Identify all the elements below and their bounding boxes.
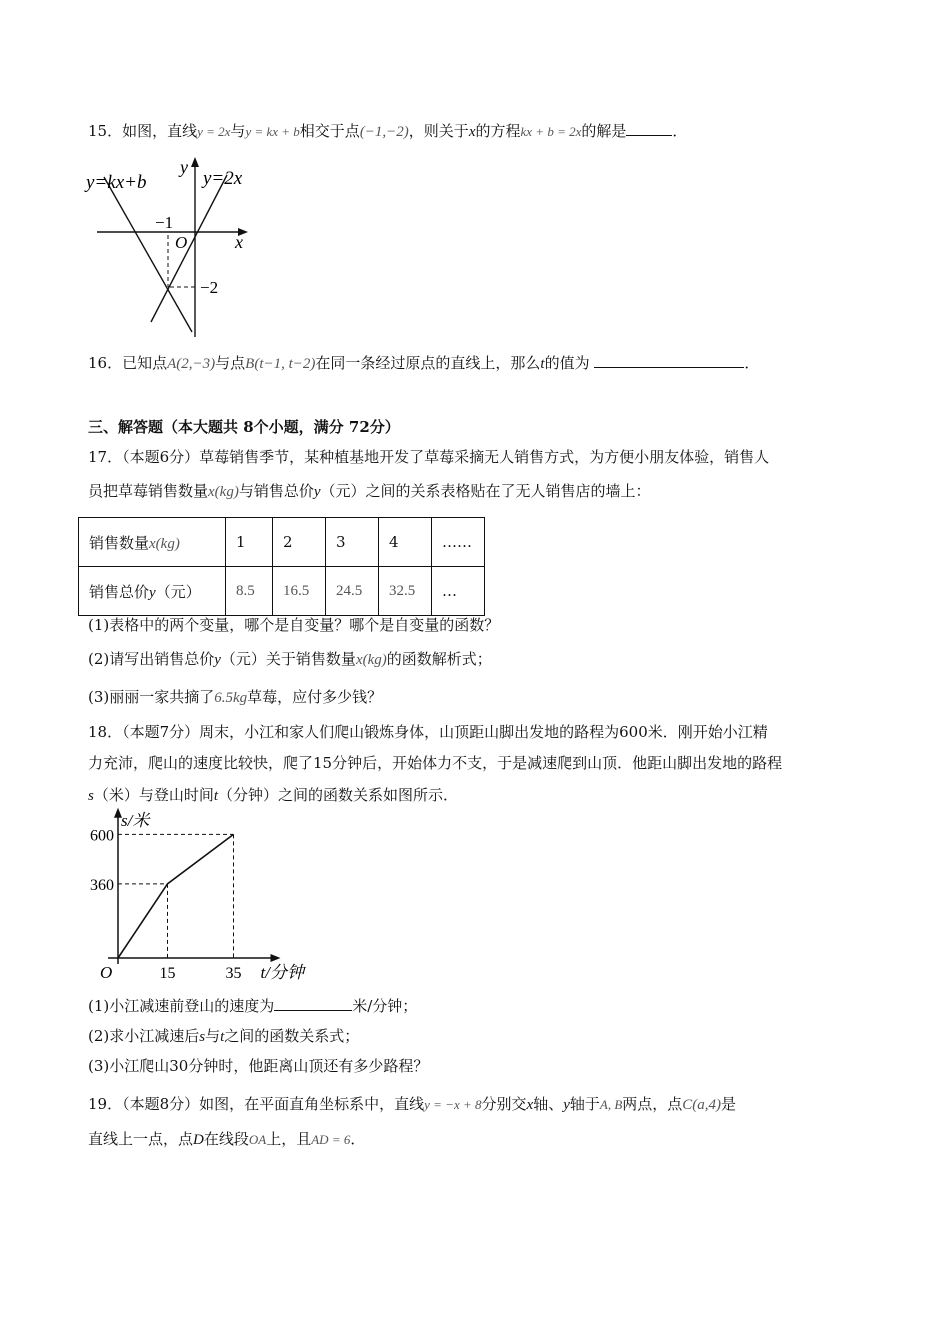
q15-graph — [82, 155, 262, 340]
q18-y-tick-600: 600 — [90, 827, 114, 845]
table-cell: 16.5 — [273, 567, 326, 616]
q18-part2: (2)求小江减速后s与t之间的函数关系式； — [88, 1027, 360, 1045]
q15-text: 15．如图，直线y = 2x与y = kx + b相交于点(−1,−2)，则关于x的方程kx + b = 2x的解是 ． — [88, 122, 688, 140]
q18-x-tick-15: 15 — [159, 965, 176, 982]
table-cell: 1 — [226, 518, 273, 567]
table-row-label: 销售总价y（元） — [79, 567, 226, 616]
q18-chart — [80, 810, 304, 985]
q17-part2: (2)请写出销售总价y（元）关于销售数量x(kg)的函数解析式； — [88, 650, 492, 668]
q15-line-kxb — [104, 177, 192, 332]
q18-line2: 力充沛，爬山的速度比较快，爬了15分钟后，开始体力不支，于是减速爬到山顶．他距山脚出发地的路程 — [88, 754, 783, 772]
table-row — [79, 518, 485, 567]
q15-origin-label: O — [175, 233, 188, 252]
q15-y-arrow — [191, 157, 199, 167]
q18-series-line — [118, 834, 234, 958]
q18-x-label: t/分钟 — [260, 963, 304, 982]
table-cell: 8.5 — [226, 567, 273, 616]
section-title: 三、解答题（本大题共 8个小题，满分 72分） — [88, 418, 400, 436]
q19-line1: 19．（本题8分）如图，在平面直角坐标系中，直线y = −x + 8分别交x轴、y轴于A, B两点，点C(a,4)是 — [88, 1095, 737, 1113]
q18-line1: 18．（本题7分）周末，小江和家人们爬山锻炼身体，山顶距山脚出发地的路程为600米．刚开始小江精 — [88, 723, 768, 741]
q16-answer-blank[interactable] — [594, 353, 744, 368]
table-cell: … — [432, 567, 485, 616]
q15-label-kxb: y=kx+b — [86, 172, 147, 193]
q17-line1: 17．（本题6分）草莓销售季节，某种植基地开发了草莓采摘无人销售方式，为方便小朋友体验，销售人 — [88, 448, 770, 466]
q18-x-arrow — [271, 954, 281, 962]
q15-tick-y: −2 — [200, 278, 219, 297]
q15-line-2x — [151, 175, 227, 322]
table-cell: …… — [432, 518, 485, 567]
q15-tick-x: −1 — [155, 213, 174, 232]
table-row — [79, 567, 485, 616]
q17-part3: (3)丽丽一家共摘了6.5kg草莓，应付多少钱？ — [88, 688, 383, 706]
table-cell: 32.5 — [379, 567, 432, 616]
q18-x-tick-35: 35 — [225, 965, 242, 982]
table-cell: 2 — [273, 518, 326, 567]
q18-part1: (1)小江减速前登山的速度为 米/分钟； — [88, 997, 418, 1015]
q15-axis-y-label: y — [180, 157, 188, 177]
table-cell: 4 — [379, 518, 432, 567]
table-cell: 24.5 — [326, 567, 379, 616]
sales-table — [78, 517, 485, 616]
q18-answer-blank[interactable] — [274, 996, 352, 1011]
q18-y-label: s/米 — [121, 811, 150, 830]
q18-origin-label: O — [100, 963, 113, 982]
table-cell: 3 — [326, 518, 379, 567]
table-row-label: 销售数量x(kg) — [79, 518, 226, 567]
q18-part3: (3)小江爬山30分钟时，他距离山顶还有多少路程？ — [88, 1057, 429, 1075]
q18-y-tick-360: 360 — [90, 876, 114, 894]
q15-label-2x: y=2x — [203, 168, 243, 189]
q17-line2: 员把草莓销售数量x(kg)与销售总价y（元）之间的关系表格贴在了无人销售店的墙上： — [88, 482, 651, 500]
q15-answer-blank[interactable] — [626, 121, 672, 136]
q18-line3: s（米）与登山时间t（分钟）之间的函数关系如图所示． — [88, 786, 459, 804]
q19-line2: 直线上一点，点D在线段OA上，且AD = 6． — [88, 1130, 366, 1148]
q15-axis-x-label: x — [235, 232, 243, 252]
q17-part1: (1)表格中的两个变量，哪个是自变量？哪个是自变量的函数？ — [88, 616, 500, 634]
q16-text: 16．已知点A(2,−3)与点B(t−1, t−2)在同一条经过原点的直线上，那么t的值为 ． — [88, 354, 760, 372]
